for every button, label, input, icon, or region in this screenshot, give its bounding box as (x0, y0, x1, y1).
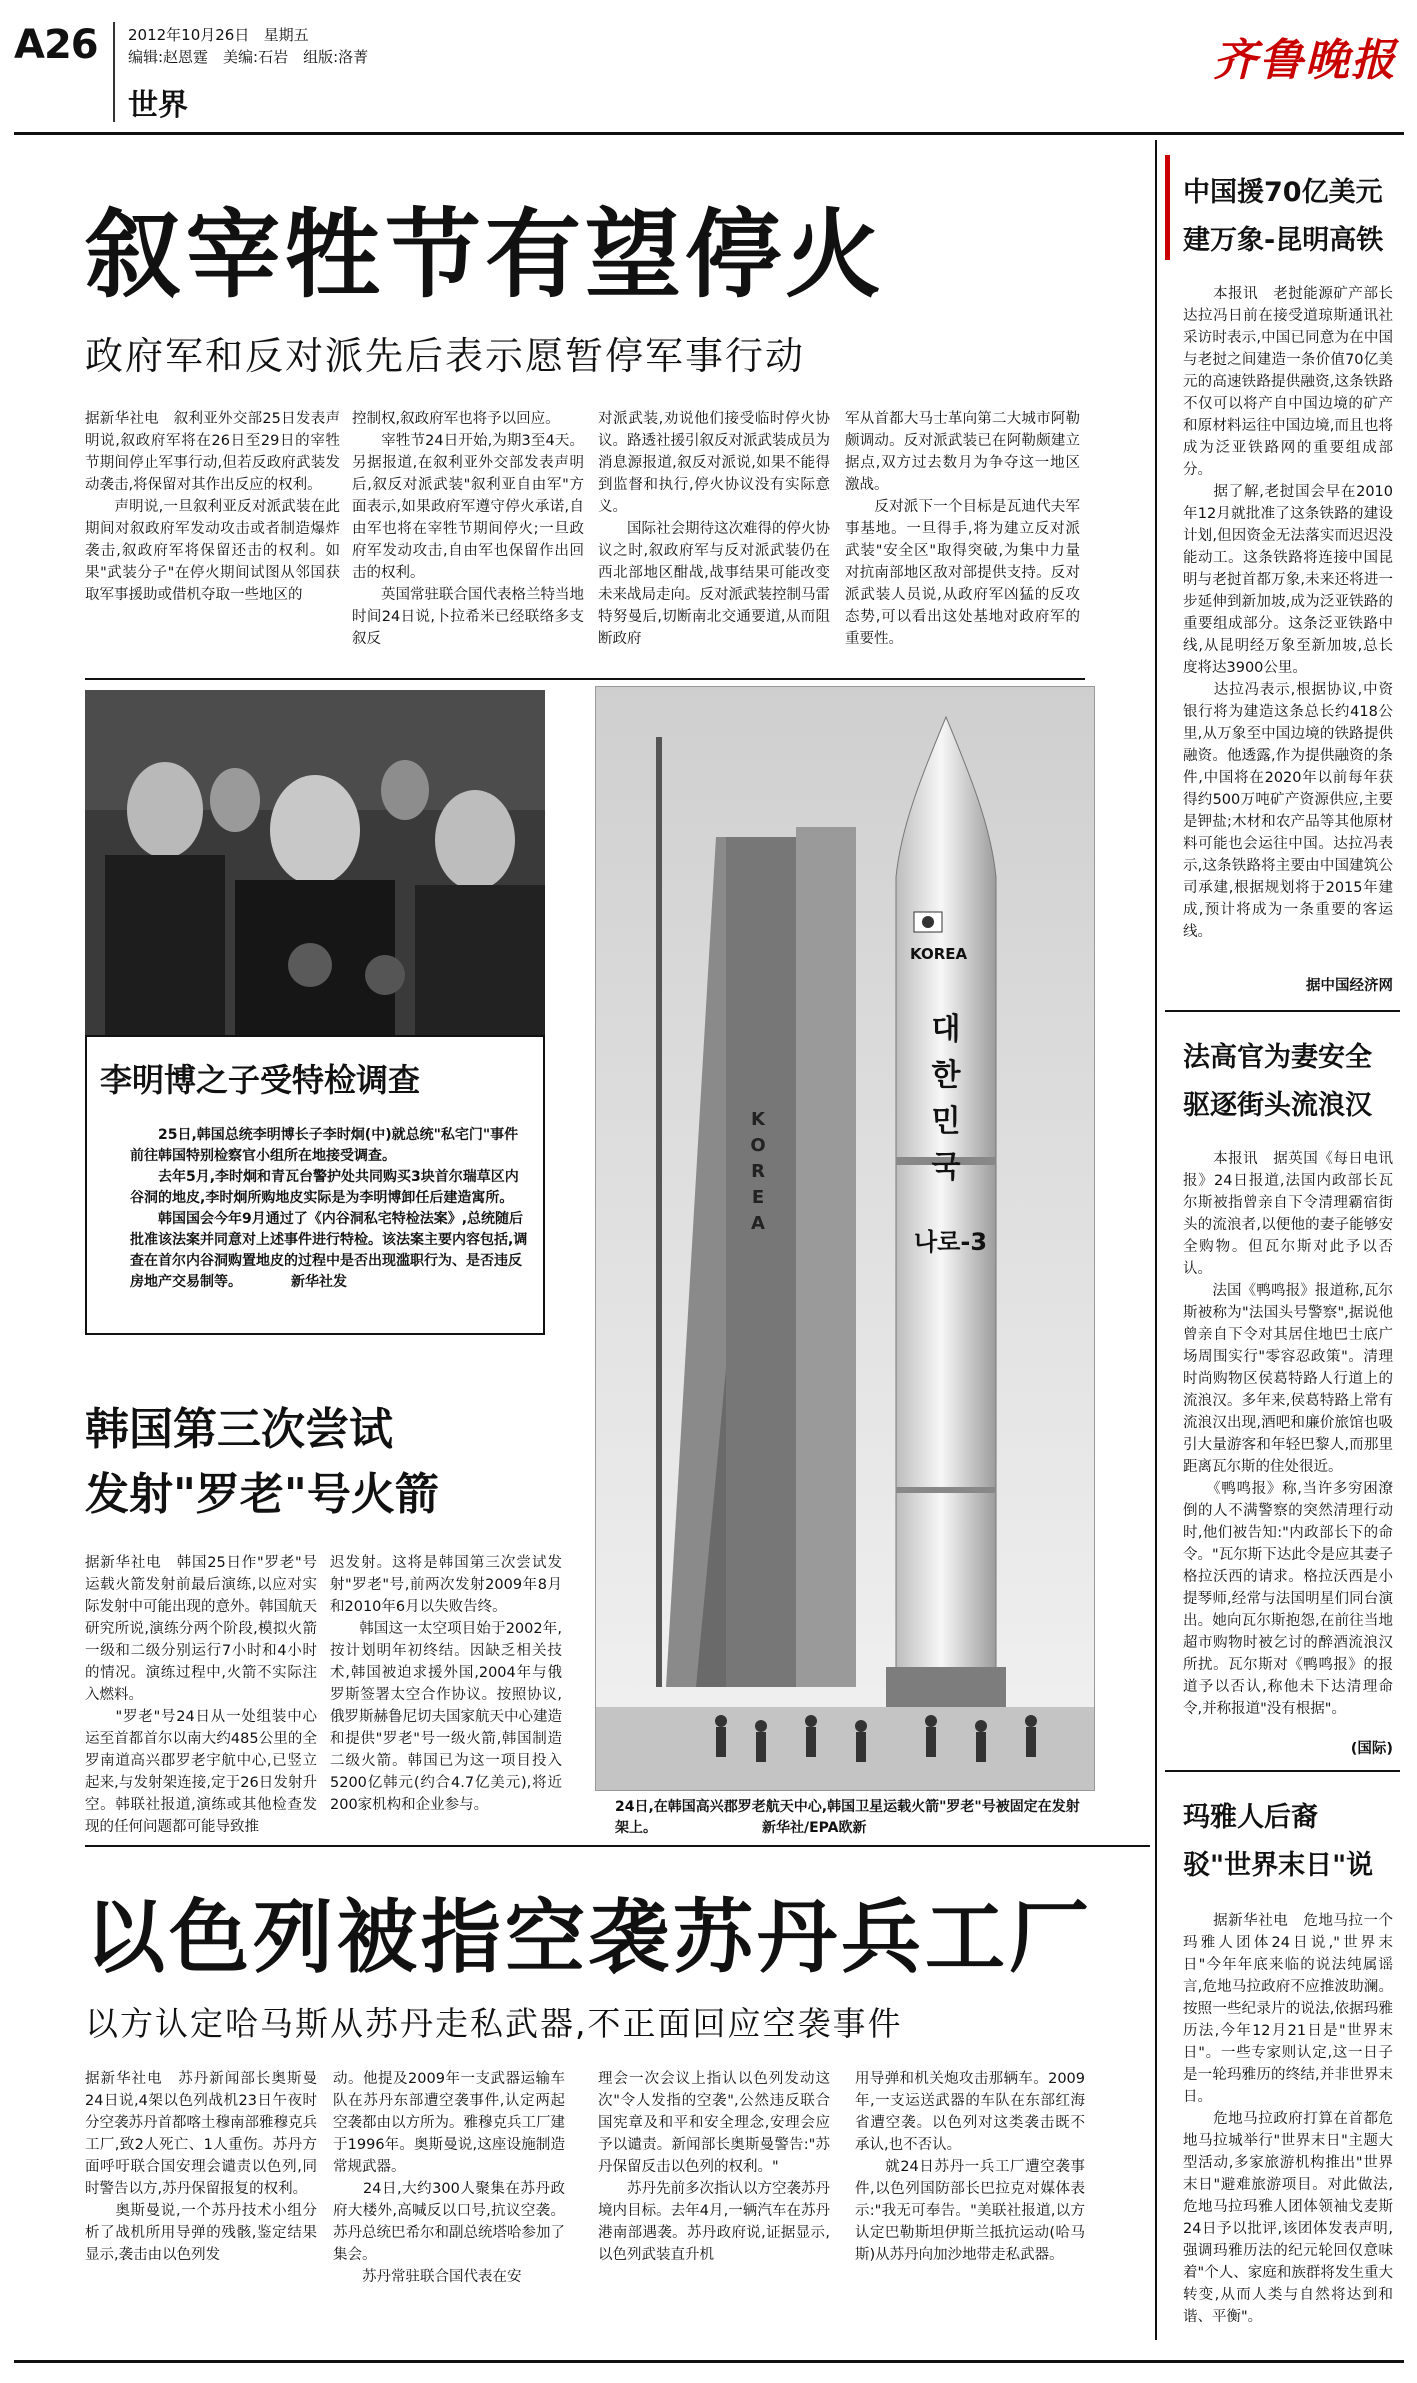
issue-date: 2012年10月26日 (128, 26, 250, 44)
page-number: A26 (14, 22, 98, 68)
israel-story-column-1: 据新华社电 苏丹新闻部长奥斯曼24日说,4架以色列战机23日午夜时分空袭苏丹首都喀土穆南部雅穆克兵工厂,致2人死亡、1人重伤。苏丹方面呼吁联合国安理会谴责以色列,同时警告以方,苏丹保留报复的权利。 奥斯曼说,一个苏丹技术小组分析了战机所用导弹的残骸,鉴定结果显示,袭击由以色列发 (85, 2071, 317, 2263)
rocket-label-korean-name: 대한민국 (931, 1012, 961, 1185)
israel-headline: 以色列被指空袭苏丹兵工厂 (85, 1891, 1093, 1984)
rocket-photo-caption: 24日,在韩国高兴郡罗老航天中心,韩国卫星运载火箭"罗老"号被固定在发射架上。 新华社/EPA欧新 (615, 1799, 1080, 1836)
israel-story-column-4: 用导弹和机关炮攻击那辆车。2009年,一支运送武器的车队在东部红海省遭空袭。以色列对这类袭击既不承认,也不否认。 就24日苏丹一兵工厂遭空袭事件,以色列国防部长巴拉克对媒体表示:"我无可奉告。"美联社报道,以方认定巴勒斯坦伊斯兰抵抗运动(哈马斯)从苏丹向加沙地带走私武器。 (855, 2071, 1085, 2263)
israel-subheadline: 以方认定哈马斯从苏丹走私武器,不正面回应空袭事件 (85, 2004, 903, 2043)
sidebar-rule-2 (1165, 1770, 1400, 1772)
header-meta (128, 24, 368, 68)
naro-rocket-illustration (596, 687, 1095, 1791)
main-headline: 叙宰牲节有望停火 (85, 199, 885, 311)
photo-story-paragraph-3: 韩国国会今年9月通过了《内谷洞私宅特检法案》,总统随后批准该法案并同意对上述事件进行特检。该法案主要内容包括,调查在首尔内谷洞购置地皮的过程中是否出现滥职行为、是否违反房地产交易制等。 新华社发 (130, 1211, 528, 1290)
sidebar-story-1-headline-line-2: 建万象-昆明高铁 (1183, 225, 1384, 256)
israel-story-column-3: 理会一次会议上指认以色列发动这次"令人发指的空袭",公然违反联合国宪章及和平和安全理念,安理会应予以谴责。新闻部长奥斯曼警告:"苏丹保留反击以色列的权利。" 苏丹先前多次指认以方空袭苏丹境内目标。去年4月,一辆汽车在苏丹港南部遇袭。苏丹政府说,证据显示,以色列武装直升机 (598, 2071, 830, 2263)
sidebar-divider (1155, 140, 1157, 2340)
section-rule (85, 678, 1085, 680)
press-photo-naro-rocket (595, 686, 1095, 1791)
sidebar-story-2-credit: (国际) (1350, 1741, 1393, 1757)
editor-credits: 编辑:赵恩霆 美编:石岩 组版:洛菁 (128, 48, 369, 66)
sidebar-story-1-credit: 据中国经济网 (1306, 978, 1393, 994)
section-rule-2 (85, 1845, 1150, 1847)
press-photo-illustration (85, 690, 545, 1035)
rocket-label-korea: KOREA (910, 945, 968, 963)
israel-story-column-2: 动。他提及2009年一支武器运输车队在苏丹东部遭空袭事件,认定两起空袭都由以方所为。雅穆克兵工厂建于1996年。奥斯曼说,这座设施制造常规武器。 24日,大约300人聚集在苏丹政府大楼外,高喊反以口号,抗议空袭。苏丹总统巴希尔和副总统塔哈参加了集会。 苏丹常驻联合国代表在安 (333, 2071, 565, 2285)
main-story-column-1: 据新华社电 叙利亚外交部25日发表声明说,叙政府军将在26日至29日的宰牲节期间停止军事行动,但若反政府武装发动袭击,将保留对其作出反应的权利。 声明说,一旦叙利亚反对派武装在此期间对叙政府军发动攻击或者制造爆炸袭击,叙政府军将保留还击的权利。如果"武装分子"在停火期间试图从邻国获取军事援助或借机夺取一些地区的 (85, 411, 340, 603)
sidebar-story-3-headline-line-1: 玛雅人后裔 (1183, 1802, 1318, 1833)
issue-weekday: 星期五 (263, 26, 309, 44)
sidebar-story-1-headline-line-1: 中国援70亿美元 (1183, 177, 1383, 208)
sidebar-accent-bar-1 (1165, 155, 1170, 260)
sidebar-story-3-body: 据新华社电 危地马拉一个玛雅人团体24日说,"世界末日"今年年底来临的说法纯属谣言,危地马拉政府不应推波助澜。按照一些纪录片的说法,依据玛雅历法,今年12月21日是"世界末日"。一些专家则认定,这一日子是一轮玛雅历的终结,并非世界末日。 危地马拉政府打算在首都危地马拉城举行"世界末日"主题大型活动,多家旅游机构推出"世界末日"避难旅游项目。对此做法,危地马拉玛雅人团体领袖戈麦斯24日予以批评,该团体发表声明,强调玛雅历法的纪元轮回仅意味着"个人、家庭和族群将发生重大转变,从而人类与自然将达到和谐、平衡"。 (1183, 1913, 1393, 2325)
sidebar-story-2-body: 本报讯 据英国《每日电讯报》24日报道,法国内政部长瓦尔斯被指曾亲自下令清理霸宿街头的流浪者,以便他的妻子能够安全购物。但瓦尔斯对此予以否认。 法国《鸭鸣报》报道称,瓦尔斯被称为"法国头号警察",据说他曾亲自下令对其居住地巴士底广场周围实行"零容忍政策"。清理时尚购物区侯葛特路人行道上的流浪汉。多年来,侯葛特路上常有流浪汉出现,酒吧和廉价旅馆也吸引大量游客和年轻巴黎人,而那里距离瓦尔斯的住处很近。 《鸭鸣报》称,当许多穷困潦倒的人不满警察的突然清理行动时,他们被告知:"内政部长下的命令。"瓦尔斯下达此令是应其妻子格拉沃西的请求。格拉沃西是小提琴师,经常与法国明星们同台演出。她向瓦尔斯抱怨,在前往当地超市购物时被乞讨的醉酒流浪汉所扰。瓦尔斯对《鸭鸣报》的报道予以否认,称他未下达清理命令,并称报道"没有根据"。 (1183, 1151, 1393, 1717)
newspaper-masthead-logo: 齐鲁晚报 (1213, 35, 1397, 86)
photo-story-paragraph-2: 去年5月,李时炯和青瓦台警护处共同购买3块首尔瑞草区内谷洞的地皮,李时炯所购地皮实际是为李明博卸任后建造寓所。 (130, 1169, 519, 1206)
rocket-headline-line-1: 韩国第三次尝试 (85, 1404, 393, 1455)
main-subheadline: 政府军和反对派先后表示愿暂停军事行动 (85, 334, 806, 378)
header-rule (14, 132, 1404, 135)
main-story-column-3: 对派武装,劝说他们接受临时停火协议。路透社援引叙反对派武装成员为消息源报道,叙反对派说,如果不能得到监督和执行,停火协议没有实际意义。 国际社会期待这次难得的停火协议之时,叙政府军与反对派武装仍在西北部地区酣战,战事结果可能改变未来战局走向。反对派武装控制马雷特努曼后,切断南北交通要道,从而阻断政府 (598, 411, 830, 647)
sidebar-rule-1 (1165, 1010, 1400, 1012)
main-story-column-4: 军从首都大马士革向第二大城市阿勒颇调动。反对派武装已在阿勒颇建立据点,双方过去数月为争夺这一地区激战。 反对派下一个目标是瓦迪代夫军事基地。一旦得手,将为建立反对派武装"安全区"取得突破,为集中力量对抗南部地区敌对部提供支持。反对派武装人员说,从政府军凶猛的反攻态势,可以看出这处基地对政府军的重要性。 (845, 411, 1080, 647)
main-story-column-2: 控制权,叙政府军也将予以回应。 宰牲节24日开始,为期3至4天。另据报道,在叙利亚外交部发表声明后,叙反对派武装"叙利亚自由军"方面表示,如果政府军遵守停火承诺,自由军也将在宰牲节期间停火;一旦政府军发动攻击,自由军也保留作出回击的权利。 英国常驻联合国代表格兰特当地时间24日说,卜拉希米已经联络多支叙反 (352, 411, 584, 647)
sidebar-story-3-headline-line-2: 驳"世界末日"说 (1183, 1850, 1374, 1881)
footer-rule (14, 2360, 1404, 2363)
sidebar-story-2-headline-line-2: 驱逐街头流浪汉 (1183, 1090, 1372, 1121)
photo-story-paragraph-1: 25日,韩国总统李明博长子李时炯(中)就总统"私宅门"事件前往韩国特别检察官小组所在地接受调查。 (130, 1127, 519, 1164)
header-divider (113, 22, 115, 122)
rocket-story-column-2: 迟发射。这将是韩国第三次尝试发射"罗老"号,前两次发射2009年8月和2010年6月以失败告终。 韩国这一太空项目始于2002年,按计划明年初终结。因缺乏相关技术,韩国被迫求援外国,2004年与俄罗斯签署太空合作协议。按照协议,俄罗斯赫鲁尼切夫国家航天中心建造和提供"罗老"号一级火箭,韩国制造二级火箭。韩国已为这一项目投入5200亿韩元(约合4.7亿美元),将近200家机构和企业参与。 (330, 1555, 562, 1813)
sidebar-story-2-headline-line-1: 法高官为妻安全 (1183, 1042, 1372, 1073)
sidebar-story-1-body: 本报讯 老挝能源矿产部长达拉冯日前在接受道琼斯通讯社采访时表示,中国已同意为在中国与老挝之间建造一条价值70亿美元的高速铁路提供融资,这条铁路不仅可以将产自中国边境的矿产和原材料运往中国边境,而且也将成为泛亚铁路网的重要组成部分。 据了解,老挝国会早在2010年12月就批准了这条铁路的建设计划,但因资金无法落实而迟迟没能动工。这条铁路将连接中国昆明与老挝首都万象,未来还将进一步延伸到新加坡,成为泛亚铁路的重要组成部分。这条泛亚铁路中线,从昆明经万象至新加坡,总长度将达3900公里。 达拉冯表示,根据协议,中资银行将为建造这条总长约418公里,从万象至中国边境的铁路提供融资。他透露,作为提供融资的条件,中国将在2020年以前每年获得约500万吨矿产资源供应,主要是钾盐;木材和农产品等其他原材料可能也会运往中国。达拉冯表示,这条铁路将主要由中国建筑公司承建,根据规划将于2015年建成,预计将成为一条重要的客运线。 (1183, 286, 1393, 940)
rocket-label-naro: 나로-3 (914, 1228, 988, 1256)
press-photo-lee-sihyung (85, 690, 545, 1035)
photo-story-headline: 李明博之子受特检调查 (100, 1061, 421, 1099)
tower-label-korea: KOREA (750, 1109, 766, 1234)
section-label: 世界 (128, 88, 188, 123)
rocket-story-column-1: 据新华社电 韩国25日作"罗老"号运载火箭发射前最后演练,以应对实际发射中可能出现的意外。韩国航天研究所说,演练分两个阶段,模拟火箭一级和二级分别运行7小时和4小时的情况。演练过程中,火箭不实际注入燃料。 "罗老"号24日从一处组装中心运至首都首尔以南大约485公里的全罗南道高兴郡罗老宇航中心,已竖立起来,与发射架连接,定于26日发射升空。韩联社报道,演练或其他检查发现的任何问题都可能导致推 (85, 1555, 317, 1834)
rocket-headline-line-2: 发射"罗老"号火箭 (85, 1469, 439, 1520)
